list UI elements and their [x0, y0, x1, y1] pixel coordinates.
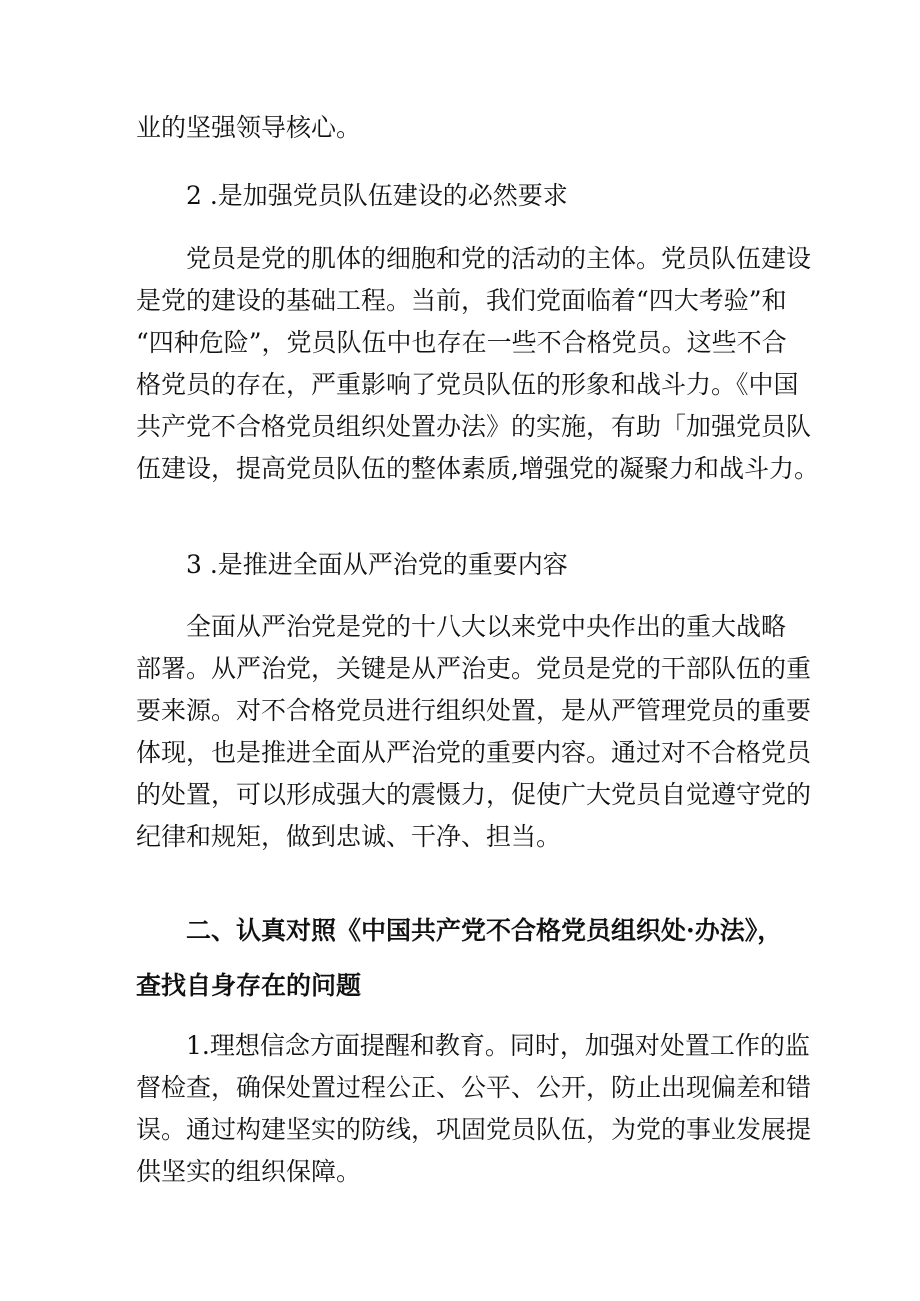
item-2-paragraph — [136, 238, 819, 490]
item-2-1-paragraph — [136, 1025, 812, 1193]
paragraph-line: 要来源。对不合格党员进行组织处置，是从严管理党员的重要 — [136, 696, 812, 725]
paragraph-line: 格党员的存在，严重影响了党员队伍的形象和战斗力。《中国 — [136, 370, 799, 399]
section-heading-line: 查找自身存在的问题 — [136, 971, 362, 1000]
paragraph-line: 误。通过构建坚实的防线，巩固党员队伍，为党的事业发展提 — [136, 1115, 812, 1144]
paragraph-line: 督检查，确保处置过程公正、公平、公开，防止出现偏差和错 — [136, 1073, 812, 1102]
paragraph-line: 全面从严治党是党的十八大以来党中央作出的重大战略 — [186, 612, 787, 641]
paragraph-line: 是党的建设的基础工程。当前，我们党面临着“四大考验”和 — [136, 286, 787, 315]
section-2-heading — [136, 903, 808, 1013]
section-heading-line: 二、认真对照《中国共产党不合格党员组织处·办法》， — [186, 916, 783, 945]
paragraph-line: 部署。从严治党，关键是从严治吏。党员是党的干部队伍的重 — [136, 654, 812, 683]
item-3-heading — [136, 544, 858, 586]
paragraph-line: 纪律和规矩，做到忠诚、干净、担当。 — [136, 822, 562, 851]
paragraph-line: 供坚实的组织保障。 — [136, 1157, 362, 1186]
heading-text: 3 .是推进全面从严治党的重要内容 — [186, 550, 568, 579]
paragraph-line: 党员是党的肌体的细胞和党的活动的主体。党员队伍建设 — [186, 244, 812, 273]
paragraph-line: 体现，也是推进全面从严治党的重要内容。通过对不合格党员 — [136, 738, 812, 767]
paragraph-line: “四种危险”，党员队伍中也存在一些不合格党员。这些不合 — [136, 328, 787, 357]
item-3-paragraph — [136, 606, 812, 858]
paragraph-line: 1.理想信念方面提醒和教育。同时，加强对处置工作的监 — [186, 1031, 810, 1060]
paragraph-line: 业的坚强领导核心。 — [136, 113, 362, 142]
paragraph-line: 的处置，可以形成强大的震慑力，促使广大党员自觉遵守党的 — [136, 780, 812, 809]
item-2-heading — [136, 175, 858, 217]
paragraph-line: 伍建设，提高党员队伍的整体素质,增强党的凝聚力和战斗力。 — [136, 454, 819, 483]
paragraph-line: 共产党不合格党员组织处置办法》的实施，有助「加强党员队 — [136, 412, 812, 441]
intro-paragraph — [136, 107, 808, 149]
heading-text: 2 .是加强党员队伍建设的必然要求 — [186, 181, 568, 210]
